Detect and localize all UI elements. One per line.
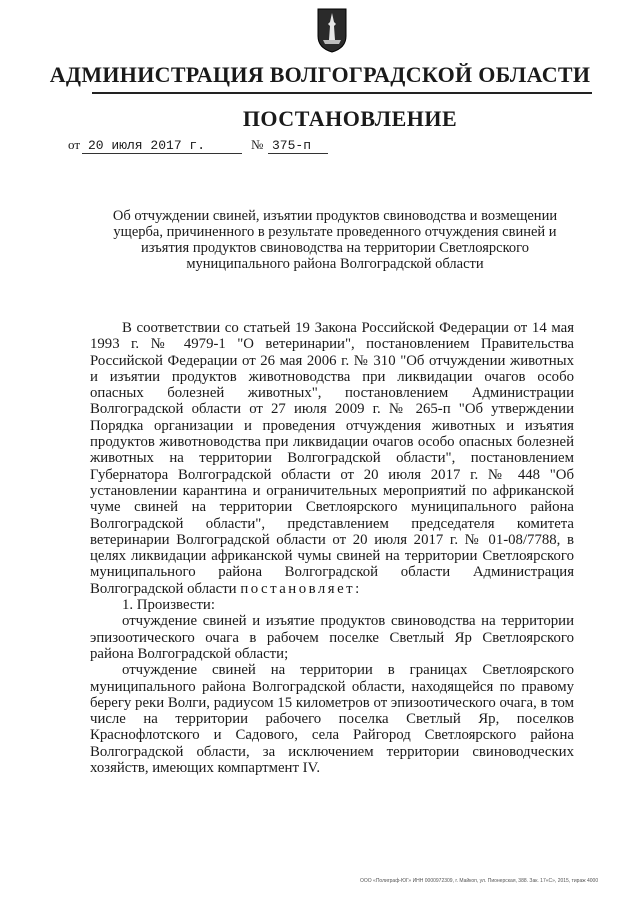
document-type: ПОСТАНОВЛЕНИЕ: [242, 106, 458, 131]
document-date: 20 июля 2017 г.: [88, 138, 206, 153]
number-field: [268, 137, 328, 154]
organization-name: АДМИНИСТРАЦИЯ ВОЛГОГРАДСКОЙ ОБЛАСТИ: [49, 62, 591, 87]
item1-paragraph-2: отчуждение свиней на территории в границах Светлоярского муниципального района Волгоградской области, находящейся по правому берегу реки Волги, радиусом 15 километров от эпизоотического очага, в том числе на территории рабочего поселка Светлый Яр, поселков Краснофлотского и Садового, села Райгород Светлоярского района Волгоградской области, за исключением территории свиноводческих хозяйств, имеющих компартмент IV.: [90, 662, 574, 777]
header-divider: [92, 92, 592, 94]
item1-heading: 1. Произвести:: [122, 597, 215, 614]
decree-word: постановляет:: [240, 580, 362, 597]
item1-paragraph-1: отчуждение свиней и изъятие продуктов свиноводства на территории эпизоотического очага в рабочем поселке Светлый Яр Светлоярского района Волгоградской области;: [90, 613, 574, 662]
number-label: №: [251, 137, 264, 152]
date-field: [82, 137, 242, 154]
preamble-paragraph: [90, 320, 574, 597]
coat-of-arms-icon: [315, 6, 349, 54]
document-number: 375-п: [272, 138, 312, 153]
document-title: Об отчуждении свиней, изъятии продуктов свиноводства и возмещении ущерба, причиненного в результате проведенного отчуждения свиней и изъятия продуктов свиноводства на территории Светлоярского муниципального района Волгоградской области: [112, 208, 558, 272]
document-body: [90, 320, 574, 776]
date-label: от: [68, 137, 81, 152]
preamble-text: В соответствии со статьей 19 Закона Российской Федерации от 14 мая 1993 г. № 4979-1 "О ветеринарии", постановлением Правительства Российской Федерации от 26 мая 2006 г. № 310 "Об отчуждении животных и изъятии продуктов животноводства при ликвидации очагов особо опасных болезней животных", постановлением Администрации Волгоградской области от 27 июля 2009 г. № 265-п "Об утверждении Порядка организации и проведения отчуждения животных и изъятия продуктов животноводства при ликвидации очагов особо опасных болезней животных на территории Волгоградской области", постановлением Губернатора Волгоградской области от 20 июля 2017 г. № 448 "Об установлении карантина и ограничительных мероприятий по африканской чуме свиней на территории Светлоярского муниципального района Волгоградской области", представлением председателя комитета ветеринарии Волгоградской области от 20 июля 2017 г. № 01-08/7788, в целях ликвидации африканской чумы свиней на территории Светлоярского муниципального района Волгоградской области Администрация Волгоградской области: [90, 320, 574, 597]
printer-imprint: ООО «Полиграф-ЮГ» ИНН 0000972309, г. Майкоп, ул. Пионерская, 388. Зак. 17«С», 2015, тираж 4000: [360, 878, 599, 884]
